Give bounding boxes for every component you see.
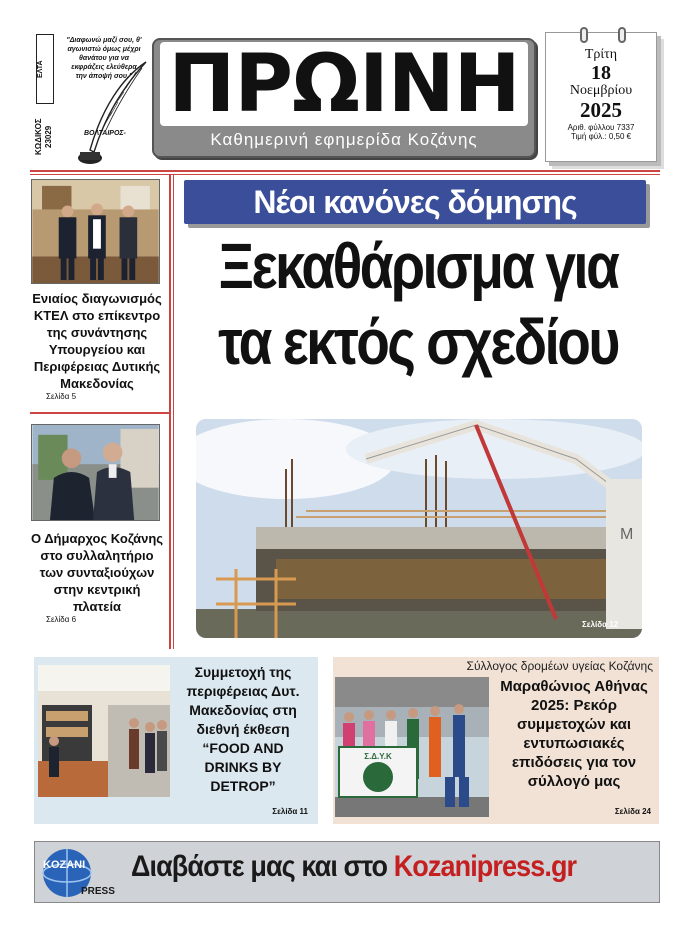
banner-text (131, 850, 576, 884)
main-photo-construction (196, 419, 642, 638)
main-headline (210, 228, 626, 380)
calendar-weekday: Τρίτη (584, 47, 618, 62)
club-banner-label: Σ.Δ.Υ.Κ (364, 752, 392, 761)
side-story-2-text: Ο Δήμαρχος Κοζάνης στο συλλαλητήριο των συνταξιούχων στην κεντρική πλατεία (30, 531, 164, 614)
side-story-1-text: Ενιαίος διαγωνισμός ΚΤΕΛ στο επίκεντρο της συνάντησης Υπουργείου και Περιφέρειας Δυτικής Μακεδονίας (32, 291, 162, 391)
logo-top-text: KOZANI (43, 859, 86, 871)
calendar-ring-icon (618, 27, 626, 43)
postal-code: ΚΩΔΙΚΟΣ 23029 (34, 118, 53, 155)
issue-number: Αριθ. φύλλου 7337 (567, 123, 635, 132)
voltaire-quote: "Διαφωνώ μαζί σου, θ' αγωνιστώ όμως μέχρι θανάτου για να εκφράζεις ελεύθερα την άποψή σου." (66, 37, 142, 80)
side-story-2-photo (31, 424, 160, 521)
main-page-tag: Σελίδα 12 (582, 620, 619, 629)
main-kicker: Νέοι κανόνες δόμησης (184, 180, 646, 224)
masthead-title-box (152, 38, 536, 158)
bottom-right-kicker: Σύλλογος δρομέων υγείας Κοζάνης (466, 659, 653, 673)
calendar-month: Νοεμβρίου (569, 83, 633, 98)
banner-site-link[interactable]: Kozanipress.gr (393, 850, 577, 883)
issue-price: Τιμή φύλ.: 0,50 € (570, 132, 632, 141)
calendar-ring-icon (580, 27, 588, 43)
bottom-right-photo (335, 677, 489, 817)
side-story-1-page: Σελίδα 5 (46, 392, 77, 401)
bottom-left-story (34, 657, 318, 824)
header-rule (30, 170, 660, 172)
side-story-1 (30, 290, 164, 401)
kozanipress-logo-icon (37, 846, 123, 900)
column-rule (173, 174, 174, 649)
side-separator (30, 412, 170, 414)
newspaper-title-text: ΠΡΩΙΝΗ (160, 42, 527, 126)
date-calendar (545, 32, 657, 162)
side-story-2 (30, 530, 164, 624)
elta-postage-box: ΕΛΤΑ (36, 34, 54, 104)
bottom-right-page: Σελίδα 24 (614, 807, 651, 816)
header-rule (30, 174, 660, 175)
side-story-2-page: Σελίδα 6 (46, 615, 77, 624)
bottom-right-text: Μαραθώνιος Αθήνας 2025: Ρεκόρ συμμετοχών και εντυπωσιακές επιδόσεις για τον σύλλογό μας (500, 678, 648, 790)
main-headline-line2: τα εκτός σχεδίου (218, 306, 618, 378)
bottom-left-page: Σελίδα 11 (272, 807, 308, 816)
bottom-right-story (333, 657, 659, 824)
newspaper-subtitle: Καθημερινή εφημερίδα Κοζάνης (210, 130, 478, 149)
masthead-left-block (34, 30, 146, 165)
newspaper-title (154, 37, 534, 130)
banner-prefix: Διαβάστε μας και στο (131, 850, 394, 883)
main-headline-line1: Ξεκαθάρισμα για (218, 230, 618, 302)
quote-author: ΒΟΛΤΑΙΡΟΣ- (84, 130, 126, 137)
svg-text:M: M (620, 526, 634, 543)
calendar-day: 18 (591, 62, 611, 84)
bottom-left-text: Συμμετοχή της περιφέρειας Δυτ. Μακεδονίας στη διεθνή έκθεση “FOOD AND DRINKS BY DETROP” (186, 664, 300, 794)
logo-bottom-text: PRESS (81, 886, 115, 897)
kozanipress-banner[interactable] (34, 841, 660, 903)
side-story-1-photo (31, 179, 160, 284)
calendar-year: 2025 (580, 98, 622, 122)
bottom-left-photo (38, 665, 170, 797)
